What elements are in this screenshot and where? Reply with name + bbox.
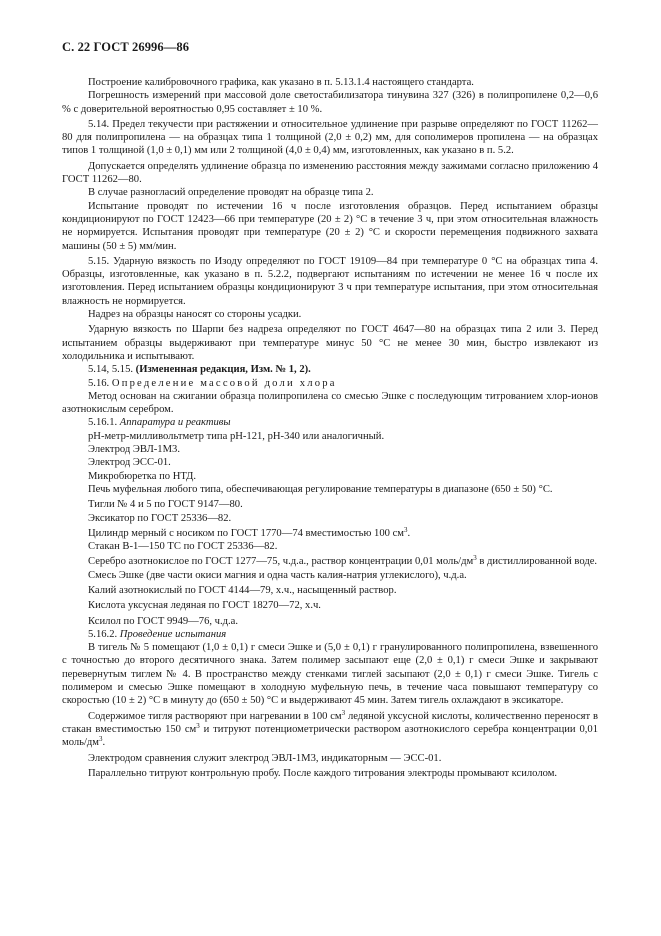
list-item: Электрод ЭСС-01. bbox=[88, 457, 171, 469]
paragraph: Погрешность измерений при массовой доле светостабилизатора тинувина 327 (326) в полипропилене 0,2—0,6 % с доверительной вероятностью 0,95 составляет ± 10 %. bbox=[62, 90, 598, 115]
paragraph: В тигель № 5 помещают (1,0 ± 0,1) г смеси Эшке и (5,0 ± 0,1) г гранулированного полипропилена, взвешенного с точностью до второго десятичного знака. Затем полимер засыпают еще (2,0 ± 0,1) г смеси Эшке и закрывают перевернутым тиглем № 4. В пространство между стенками тиглей засыпают (2,0 ± 0,1) г смеси Эшке. Тигель с полимером и смесью Эшке помещают в холодную муфельную печь, в течение часа повышают температуру со скоростью (10 ± 2) °С в минуту до (650 ± 50) °С и выдерживают 45 мин. Затем тигель охлаждают в эксикаторе. bbox=[62, 642, 598, 707]
list-item: Серебро азотнокислое по ГОСТ 1277—75, ч.д.а., раствор концентрации 0,01 моль/$дм^3$ в дистиллированной воде. bbox=[88, 554, 598, 568]
document-body bbox=[62, 76, 598, 780]
paragraph: Построение калибровочного графика, как указано в п. 5.13.1.4 настоящего стандарта. bbox=[88, 77, 474, 88]
paragraph: Содержимое тигля растворяют при нагревании в 100 $см^3$ ледяной уксусной кислоты, количественно переносят в стакан вместимостью 150 $см^3$ и титруют потенциометрически раствором азотнокислого серебра концентрации 0,01 моль/$дм^3$. bbox=[62, 708, 598, 749]
paragraph: Ударную вязкость по Шарпи без надреза определяют по ГОСТ 4647—80 на образцах типа 2 или 3. Перед испытанием образцы выдерживают при температуре минус 50 °С не менее 30 мин, быстро извлекают из холодильника и испытывают. bbox=[62, 324, 598, 362]
paragraph: Надрез на образцы наносят со стороны усадки. bbox=[88, 309, 302, 321]
list-item: Кислота уксусная ледяная по ГОСТ 18270—72, х.ч. bbox=[88, 600, 321, 612]
list-item: Печь муфельная любого типа, обеспечивающая регулирование температуры в диапазоне (650 ± 50) °С. bbox=[88, 483, 553, 495]
section-5-15: 5.15. Ударную вязкость по Изоду определяют по ГОСТ 19109—84 при температуре 0 °С на образцах типа 4. Образцы, изготовленные, как указано в п. 5.2.2, подвергают испытаниям по истечении не менее 16 ч после их изготовления. Перед испытанием образцы кондиционируют 3 ч при температуре испытания, при этом относительная влажность не нормируется. bbox=[62, 255, 598, 307]
list-item: Смесь Эшке (две части окиси магния и одна часть калия-натрия углекислого), ч.д.а. bbox=[88, 569, 467, 581]
list-item: Стакан В-1—150 ТС по ГОСТ 25336—82. bbox=[88, 541, 278, 553]
list-item: Электрод ЭВЛ-1М3. bbox=[88, 444, 180, 456]
section-5-16-1-heading: 5.16.1. Аппаратура и реактивы bbox=[88, 417, 231, 429]
section-5-16-heading: 5.16. Определение массовой доли хлора bbox=[88, 377, 337, 389]
list-item: Калий азотнокислый по ГОСТ 4144—79, х.ч., насыщенный раствор. bbox=[88, 584, 397, 596]
section-5-16-2-heading: 5.16.2. Проведение испытания bbox=[88, 628, 227, 640]
amendment-note: 5.14, 5.15. (Измененная редакция, Изм. № 1, 2). bbox=[88, 364, 311, 376]
page-header: С. 22 ГОСТ 26996—86 bbox=[62, 40, 190, 54]
list-item: Тигли № 4 и 5 по ГОСТ 9147—80. bbox=[88, 499, 243, 511]
list-item: Микробюретка по НТД. bbox=[88, 470, 197, 482]
list-item: рН-метр-милливольтметр типа рН-121, рН-340 или аналогичный. bbox=[88, 430, 385, 442]
section-title: Определение массовой доли хлора bbox=[111, 377, 337, 389]
subsection-title: Проведение испытания bbox=[119, 628, 227, 640]
paragraph: Электродом сравнения служит электрод ЭВЛ-1М3, индикаторным — ЭСС-01. bbox=[88, 752, 442, 764]
paragraph: Параллельно титруют контрольную пробу. После каждого титрования электроды промывают ксилолом. bbox=[88, 767, 558, 779]
paragraph: Метод основан на сжигании образца полипропилена со смесью Эшке с последующим титрованием хлор-ионов азотнокислым серебром. bbox=[62, 390, 598, 416]
list-item: Цилиндр мерный с носиком по ГОСТ 1770—74 вместимостью 100 $см^3$. bbox=[88, 525, 411, 539]
paragraph: Испытание проводят по истечении 16 ч после изготовления образцов. Перед испытанием образцы кондиционируют по ГОСТ 12423—66 при температуре (20 ± 2) °С в течение 3 ч, при этом относительная влажность не нормируется. Испытания проводят при температуре (20 ± 2) °С и скорости перемещения подвижного захвата машины (50 ± 5) мм/мин. bbox=[62, 200, 598, 252]
list-item: Эксикатор по ГОСТ 25336—82. bbox=[88, 512, 232, 524]
section-5-14: 5.14. Предел текучести при растяжении и относительное удлинение при разрыве определяют по ГОСТ 11262—80 для полипропилена — на образцах типа 1 толщиной (2,0 ± 0,2) мм, для сополимеров пропилена — на образцах типов 1 толщиной (1,0 ± 0,1) мм или 2 толщиной (4,0 ± 0,4) мм, изготовленных, как указано в п. 5.2. bbox=[62, 118, 598, 157]
amendment-text: (Измененная редакция, Изм. № 1, 2). bbox=[135, 364, 311, 376]
subsection-title: Аппаратура и реактивы bbox=[119, 417, 231, 429]
paragraph: В случае разногласий определение проводят на образце типа 2. bbox=[88, 187, 374, 199]
paragraph: Допускается определять удлинение образца по изменению расстояния между зажимами согласно приложению 4 ГОСТ 11262—80. bbox=[62, 160, 598, 186]
list-item: Ксилол по ГОСТ 9949—76, ч.д.а. bbox=[88, 615, 239, 627]
